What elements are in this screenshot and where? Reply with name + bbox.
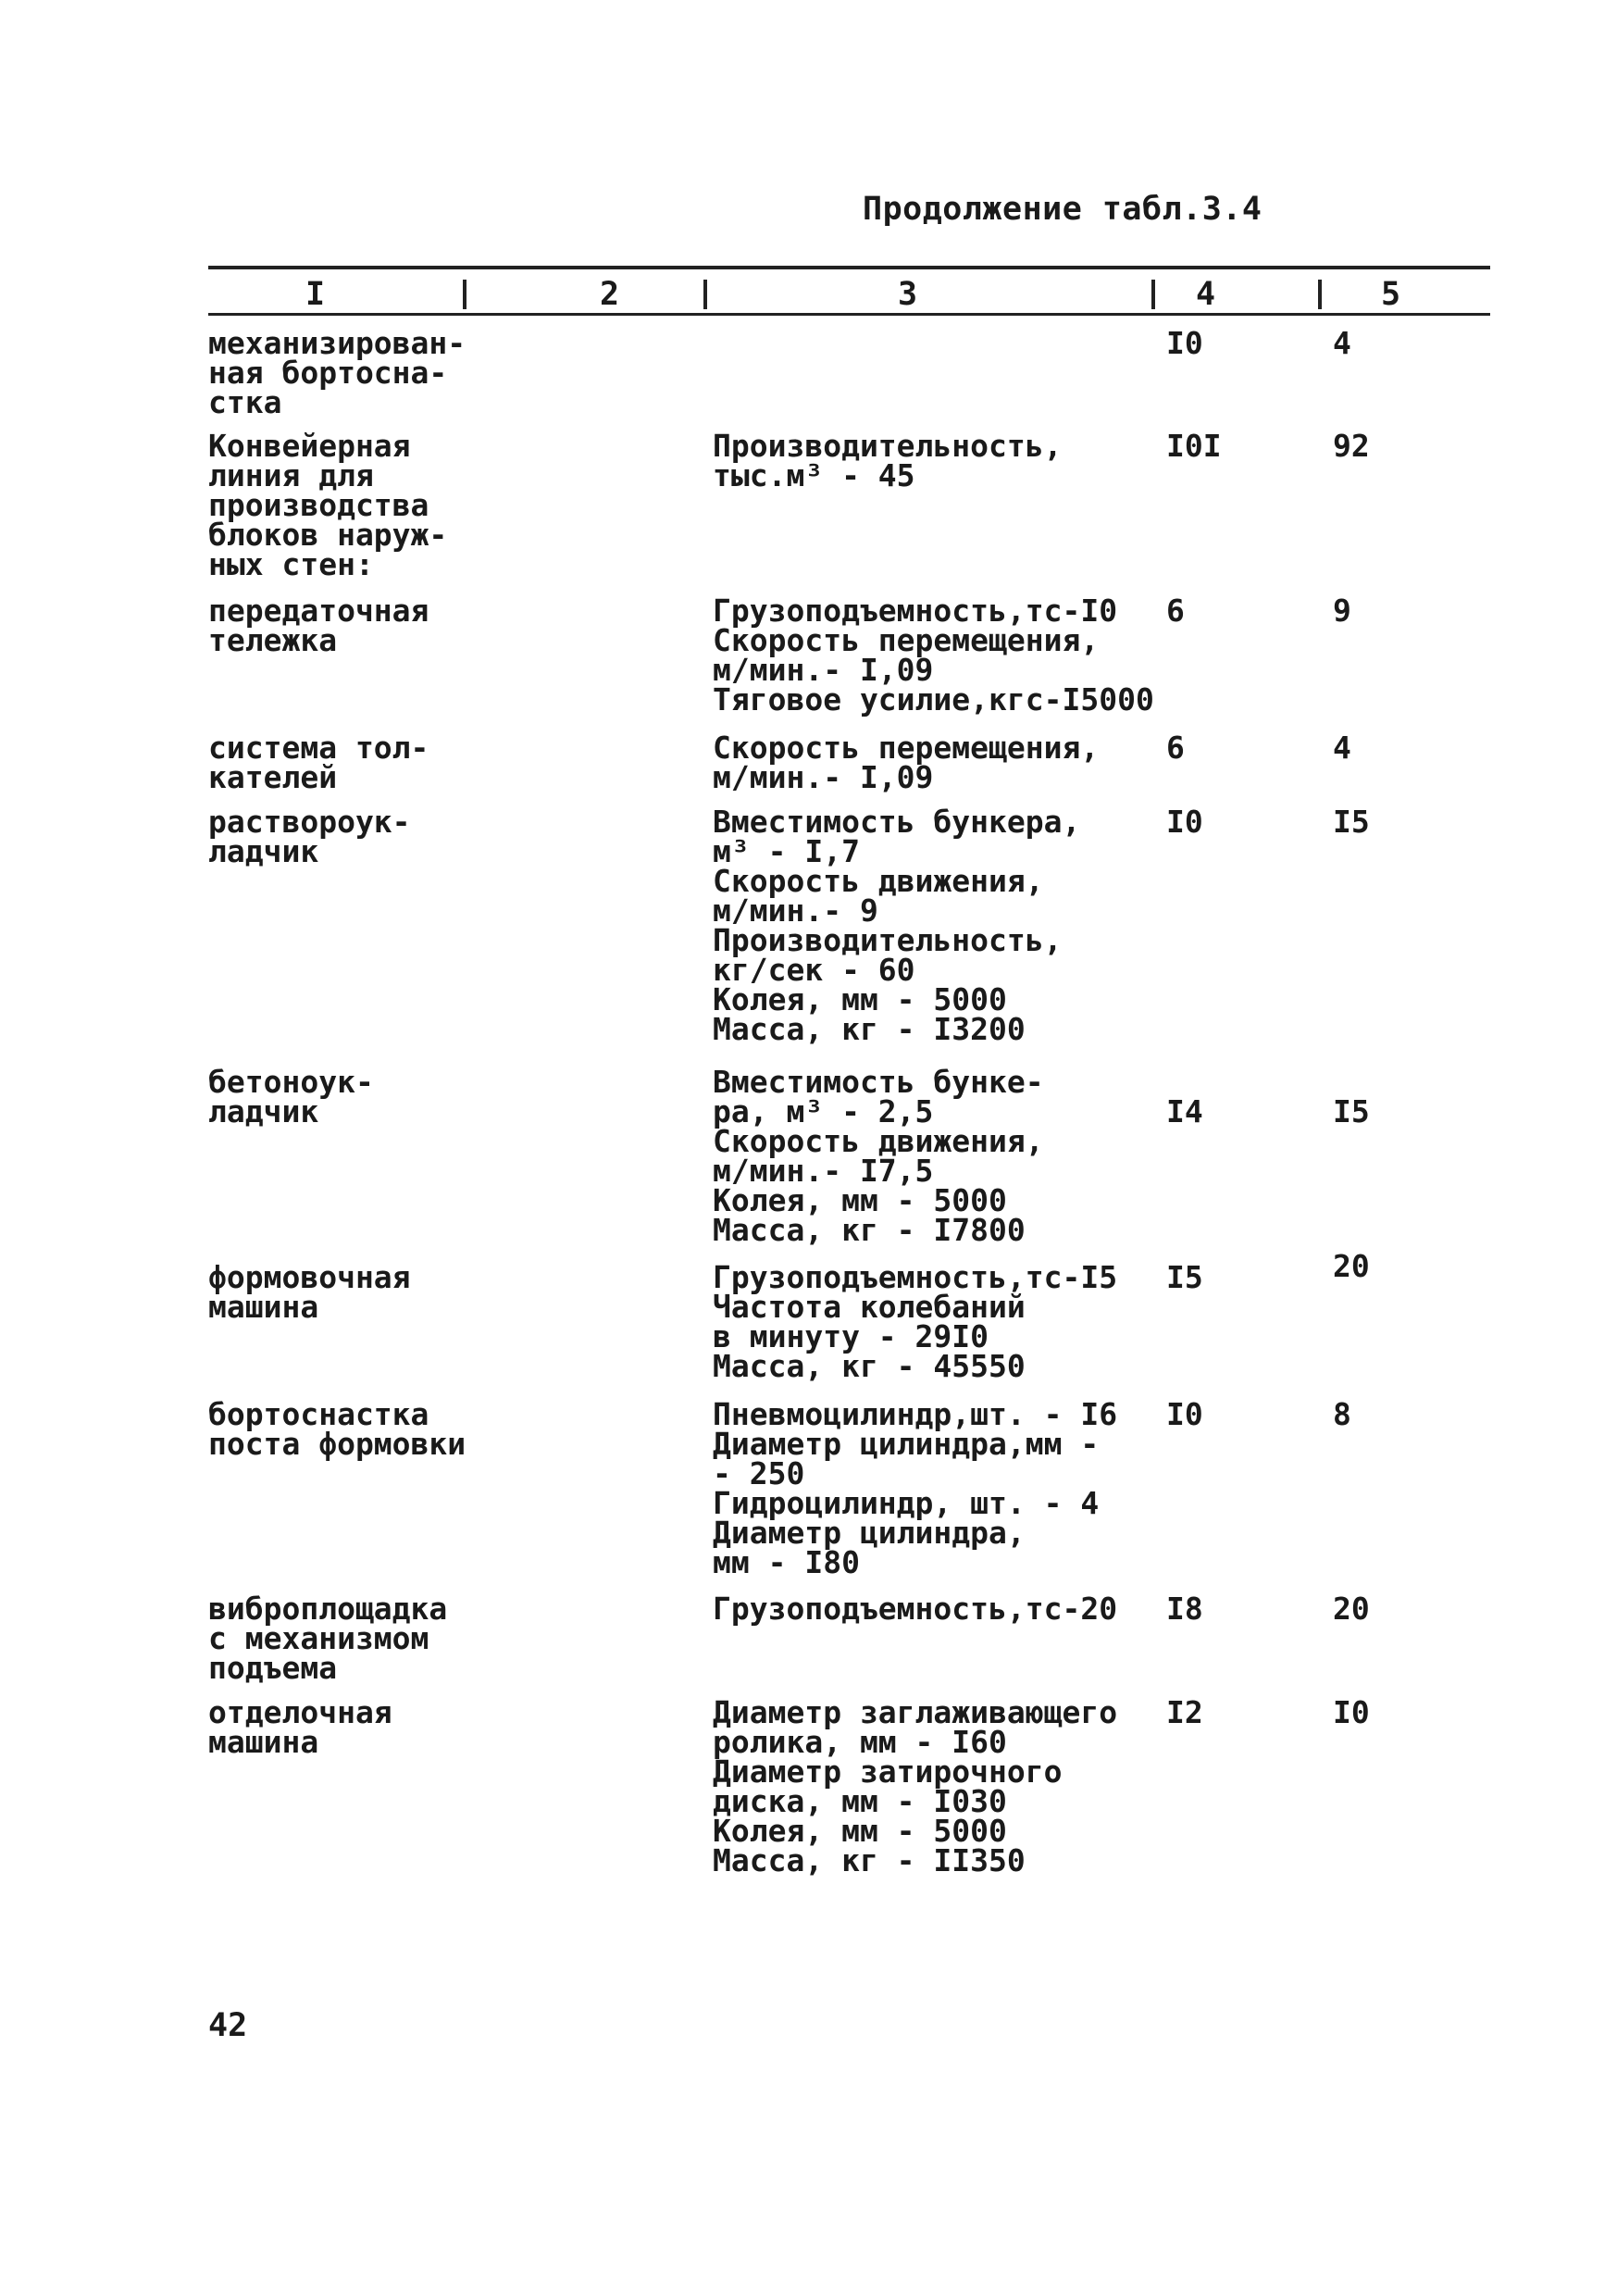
spec-line: м/мин.- I,09 (713, 652, 934, 688)
column-number-4: 4 (1196, 276, 1216, 313)
specifications (713, 730, 1194, 795)
equipment-name (208, 325, 514, 420)
equipment-name-line: кателей (208, 759, 338, 795)
column-4-value: I5 (1166, 1259, 1203, 1295)
spec-line: Вместимость бунке- (713, 1064, 1044, 1100)
column-4-value: I0 (1166, 804, 1203, 840)
spec-line: Скорость движения, (713, 1123, 1044, 1159)
specifications (713, 1694, 1194, 1878)
spec-line: Диаметр цилиндра, (713, 1515, 1026, 1551)
equipment-name-line: ладчик (208, 833, 319, 869)
spec-line: Гидроцилиндр, шт. - 4 (713, 1485, 1100, 1521)
spec-line: Грузоподъемность,тс-20 (713, 1591, 1118, 1627)
spec-line: Вместимость бункера, (713, 804, 1081, 840)
equipment-name-line: ладчик (208, 1093, 319, 1129)
equipment-name-line: Конвейерная (208, 428, 411, 464)
specifications (713, 1396, 1194, 1580)
equipment-name-line: машина (208, 1724, 319, 1760)
spec-line: Диаметр затирочного (713, 1753, 1063, 1790)
spec-line: кг/сек - 60 (713, 952, 915, 988)
spec-line: ра, м³ - 2,5 (713, 1093, 934, 1129)
equipment-name-line: тележка (208, 622, 338, 658)
column-4-value: 6 (1166, 593, 1185, 629)
spec-line: Масса, кг - I3200 (713, 1011, 1026, 1047)
spec-line: Тяговое усилие,кгс-I5000 (713, 681, 1154, 718)
spec-line: Частота колебаний (713, 1289, 1026, 1325)
equipment-name-line: передаточная (208, 593, 429, 629)
column-4-value: I0I (1166, 428, 1222, 464)
equipment-name (208, 730, 514, 795)
spec-line: тыс.м³ - 45 (713, 457, 915, 493)
column-4-value: I0 (1166, 325, 1203, 361)
equipment-name-line: отделочная (208, 1694, 392, 1730)
column-5-value: I0 (1333, 1694, 1370, 1730)
spec-line: Пневмоцилиндр,шт. - I6 (713, 1396, 1118, 1432)
equipment-name-line: подъема (208, 1650, 338, 1686)
equipment-name (208, 1396, 514, 1462)
spec-line: Масса, кг - 45550 (713, 1348, 1026, 1384)
equipment-name-line: бетоноук- (208, 1064, 374, 1100)
equipment-name (208, 428, 514, 582)
equipment-name (208, 593, 514, 658)
equipment-name (208, 1694, 514, 1760)
equipment-name-line: ная бортосна- (208, 355, 448, 391)
spec-line: в минуту - 29I0 (713, 1318, 989, 1354)
spec-line: мм - I80 (713, 1544, 860, 1580)
specifications (713, 1064, 1194, 1248)
equipment-name-line: производства (208, 487, 429, 523)
spec-line: Диаметр цилиндра,мм - (713, 1426, 1100, 1462)
equipment-name-line: формовочная (208, 1259, 411, 1295)
column-number-1: I (305, 276, 326, 313)
spec-line: диска, мм - I030 (713, 1783, 1007, 1819)
spec-line: Скорость движения, (713, 863, 1044, 899)
spec-line: Масса, кг - II350 (713, 1842, 1026, 1878)
equipment-name (208, 804, 514, 869)
spec-line: Колея, мм - 5000 (713, 981, 1007, 1017)
column-number-5: 5 (1381, 276, 1401, 313)
column-5-value: 8 (1333, 1396, 1351, 1432)
equipment-name-line: с механизмом (208, 1620, 429, 1656)
column-5-value: I5 (1333, 804, 1370, 840)
specifications (713, 1591, 1194, 1627)
spec-line: Производительность, (713, 428, 1063, 464)
equipment-name-line: механизирован- (208, 325, 466, 361)
column-number-3: 3 (898, 276, 918, 313)
spec-line: Масса, кг - I7800 (713, 1212, 1026, 1248)
equipment-name (208, 1591, 514, 1686)
equipment-name-line: ных стен: (208, 546, 374, 582)
page-heading: Продолжение табл.3.4 (863, 191, 1263, 228)
spec-line: - 250 (713, 1455, 805, 1491)
spec-line: Скорость перемещения, (713, 730, 1100, 766)
equipment-name-line: раствороук- (208, 804, 411, 840)
column-5-value: 4 (1333, 325, 1351, 361)
column-5-value: 9 (1333, 593, 1351, 629)
equipment-name-line: система тол- (208, 730, 429, 766)
equipment-name (208, 1064, 514, 1129)
equipment-name (208, 1259, 514, 1325)
column-5-value: 92 (1333, 428, 1370, 464)
spec-line: м/мин.- 9 (713, 892, 878, 929)
column-4-value: I8 (1166, 1591, 1203, 1627)
spec-line: м/мин.- I7,5 (713, 1153, 934, 1189)
specifications (713, 593, 1194, 718)
equipment-name-line: поста формовки (208, 1426, 466, 1462)
spec-line: Грузоподъемность,тс-I5 (713, 1259, 1118, 1295)
equipment-name-line: бортоснастка (208, 1396, 429, 1432)
spec-line: Грузоподъемность,тс-I0 (713, 593, 1118, 629)
spec-line: Колея, мм - 5000 (713, 1182, 1007, 1218)
spec-line: Колея, мм - 5000 (713, 1813, 1007, 1849)
column-4-value: 6 (1166, 730, 1185, 766)
column-4-value: I4 (1166, 1093, 1203, 1129)
spec-line: ролика, мм - I60 (713, 1724, 1007, 1760)
column-4-value: I2 (1166, 1694, 1203, 1730)
specifications (713, 804, 1194, 1047)
specifications (713, 1259, 1194, 1384)
spec-line: Скорость перемещения, (713, 622, 1100, 658)
spec-line: Диаметр заглаживающего (713, 1694, 1118, 1730)
equipment-name-line: стка (208, 384, 282, 420)
spec-line: Производительность, (713, 922, 1063, 958)
page-number: 42 (208, 2007, 248, 2044)
equipment-name-line: линия для (208, 457, 374, 493)
column-number-2: 2 (600, 276, 620, 313)
equipment-name-line: виброплощадка (208, 1591, 448, 1627)
equipment-name-line: машина (208, 1289, 319, 1325)
column-5-value: I5 (1333, 1093, 1370, 1129)
spec-line: м³ - I,7 (713, 833, 860, 869)
column-5-value: 20 (1333, 1591, 1370, 1627)
column-5-value: 20 (1333, 1248, 1370, 1284)
equipment-name-line: блоков наруж- (208, 517, 448, 553)
column-5-value: 4 (1333, 730, 1351, 766)
column-4-value: I0 (1166, 1396, 1203, 1432)
spec-line: м/мин.- I,09 (713, 759, 934, 795)
